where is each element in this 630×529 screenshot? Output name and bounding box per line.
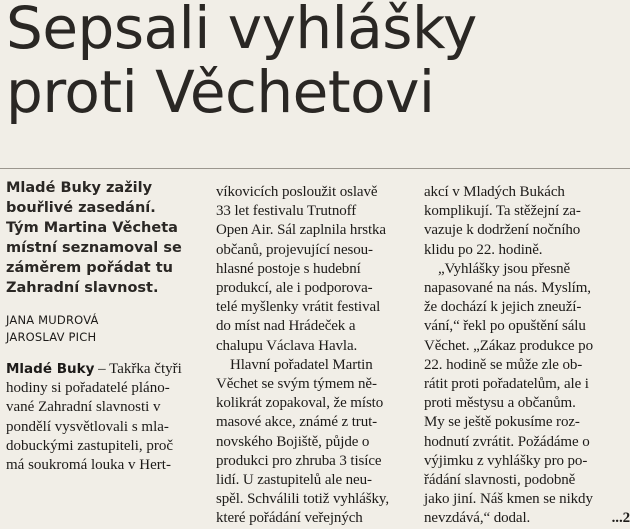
body-text: nevzdává,“ dodal.	[424, 510, 531, 527]
body-line: Věchet. „Zákaz produkce po	[424, 337, 593, 354]
body-line: „Vyhlášky jsou přesně	[438, 260, 571, 277]
body-line: chalupu Václava Havla.	[216, 337, 358, 354]
byline-author: JAROSLAV PICH	[6, 330, 97, 344]
body-line: dobuckými zastupiteli, proč	[6, 437, 174, 454]
body-line	[6, 360, 202, 379]
body-line: lidí. U zastupitelů ale neu-	[216, 472, 372, 489]
body-line: proti městysu a občanům.	[424, 395, 576, 412]
lede-line: Tým Martina Věcheta	[6, 220, 178, 236]
body-line: jako jiní. Náš kmen se nikdy	[424, 491, 593, 508]
body-line: hodnutí zvrátit. Požádáme o	[424, 433, 590, 450]
continuation-marker: ...2	[611, 510, 630, 527]
body-text: – Takřka čtyři	[94, 361, 182, 377]
column-1-body	[6, 360, 202, 475]
headline	[6, 0, 626, 124]
body-line: řádání slavnosti, podobně	[424, 472, 576, 489]
body-line: výjimku z vyhlášky pro po-	[424, 452, 588, 469]
body-line: napasované na nás. Myslím,	[424, 280, 591, 297]
body-line: kolikrát zopakoval, že místo	[216, 395, 384, 412]
body-line: Hlavní pořadatel Martin	[230, 356, 373, 373]
body-line: má soukromá louka v Hert-	[6, 457, 171, 474]
headline-line-2: proti Věchetovi	[6, 58, 435, 126]
dateline: Mladé Buky	[6, 361, 95, 377]
body-line: vání,“ řekl po opuštění sálu	[424, 318, 586, 335]
body-line: které pořádání veřejných	[216, 510, 363, 527]
body-line: spěl. Schválili totiž vyhlášky,	[216, 491, 389, 508]
body-line: rátit proti pořadatelům, ale i	[424, 376, 589, 393]
body-line: vané Zahradní slavnosti v	[6, 399, 161, 416]
body-line: občanů, projevující nesou-	[216, 241, 373, 258]
lede-line: bouřlivé zasedání.	[6, 200, 156, 216]
lede-line: Zahradní slavnost.	[6, 280, 159, 296]
body-line: hodiny si pořadatelé pláno-	[6, 380, 170, 397]
body-line: Open Air. Sál zaplnila hrstka	[216, 222, 386, 239]
body-line: telé myšlenky vrátit festival	[216, 299, 381, 316]
body-line	[424, 509, 630, 528]
lede	[6, 178, 202, 298]
body-line: 33 let festivalu Trutnoff	[216, 203, 357, 220]
lede-line: místní seznamoval se	[6, 240, 182, 256]
headline-divider	[0, 168, 630, 169]
body-line: pondělí vysvětlovali s mla-	[6, 418, 169, 435]
lede-line: záměrem pořádat tu	[6, 260, 173, 276]
column-2	[216, 183, 412, 529]
body-line: do míst nad Hrádeček a	[216, 318, 356, 335]
column-3	[424, 183, 630, 529]
body-line: produkcí, ale i podporova-	[216, 280, 373, 297]
body-line: masové akce, známé z trut-	[216, 414, 378, 431]
headline-line-1: Sepsali vyhlášky	[6, 0, 477, 62]
body-line: Věchet se svým týmem ně-	[216, 376, 377, 393]
lede-line: Mladé Buky zažily	[6, 180, 153, 196]
column-1	[6, 178, 202, 475]
body-line: že dochází k jejich zneuží-	[424, 299, 582, 316]
body-line: akcí v Mladých Bukách	[424, 184, 565, 200]
body-line: My se ještě pokusíme roz-	[424, 414, 580, 431]
body-line: hlasné postoje s hudební	[216, 260, 361, 277]
body-line: produkci pro zhruba 3 tisíce	[216, 452, 382, 469]
body-line: vazuje k dodržení nočního	[424, 222, 581, 239]
body-line: klidu po 22. hodině.	[424, 241, 543, 258]
body-line: víkovicích posloužit oslavě	[216, 184, 378, 200]
byline-author: JANA MUDROVÁ	[6, 313, 99, 327]
byline	[6, 312, 202, 346]
body-line: novského Bojiště, půjde o	[216, 433, 370, 450]
body-line: 22. hodině se může zle ob-	[424, 356, 583, 373]
body-line: komplikují. Ta stěžejní za-	[424, 203, 581, 220]
